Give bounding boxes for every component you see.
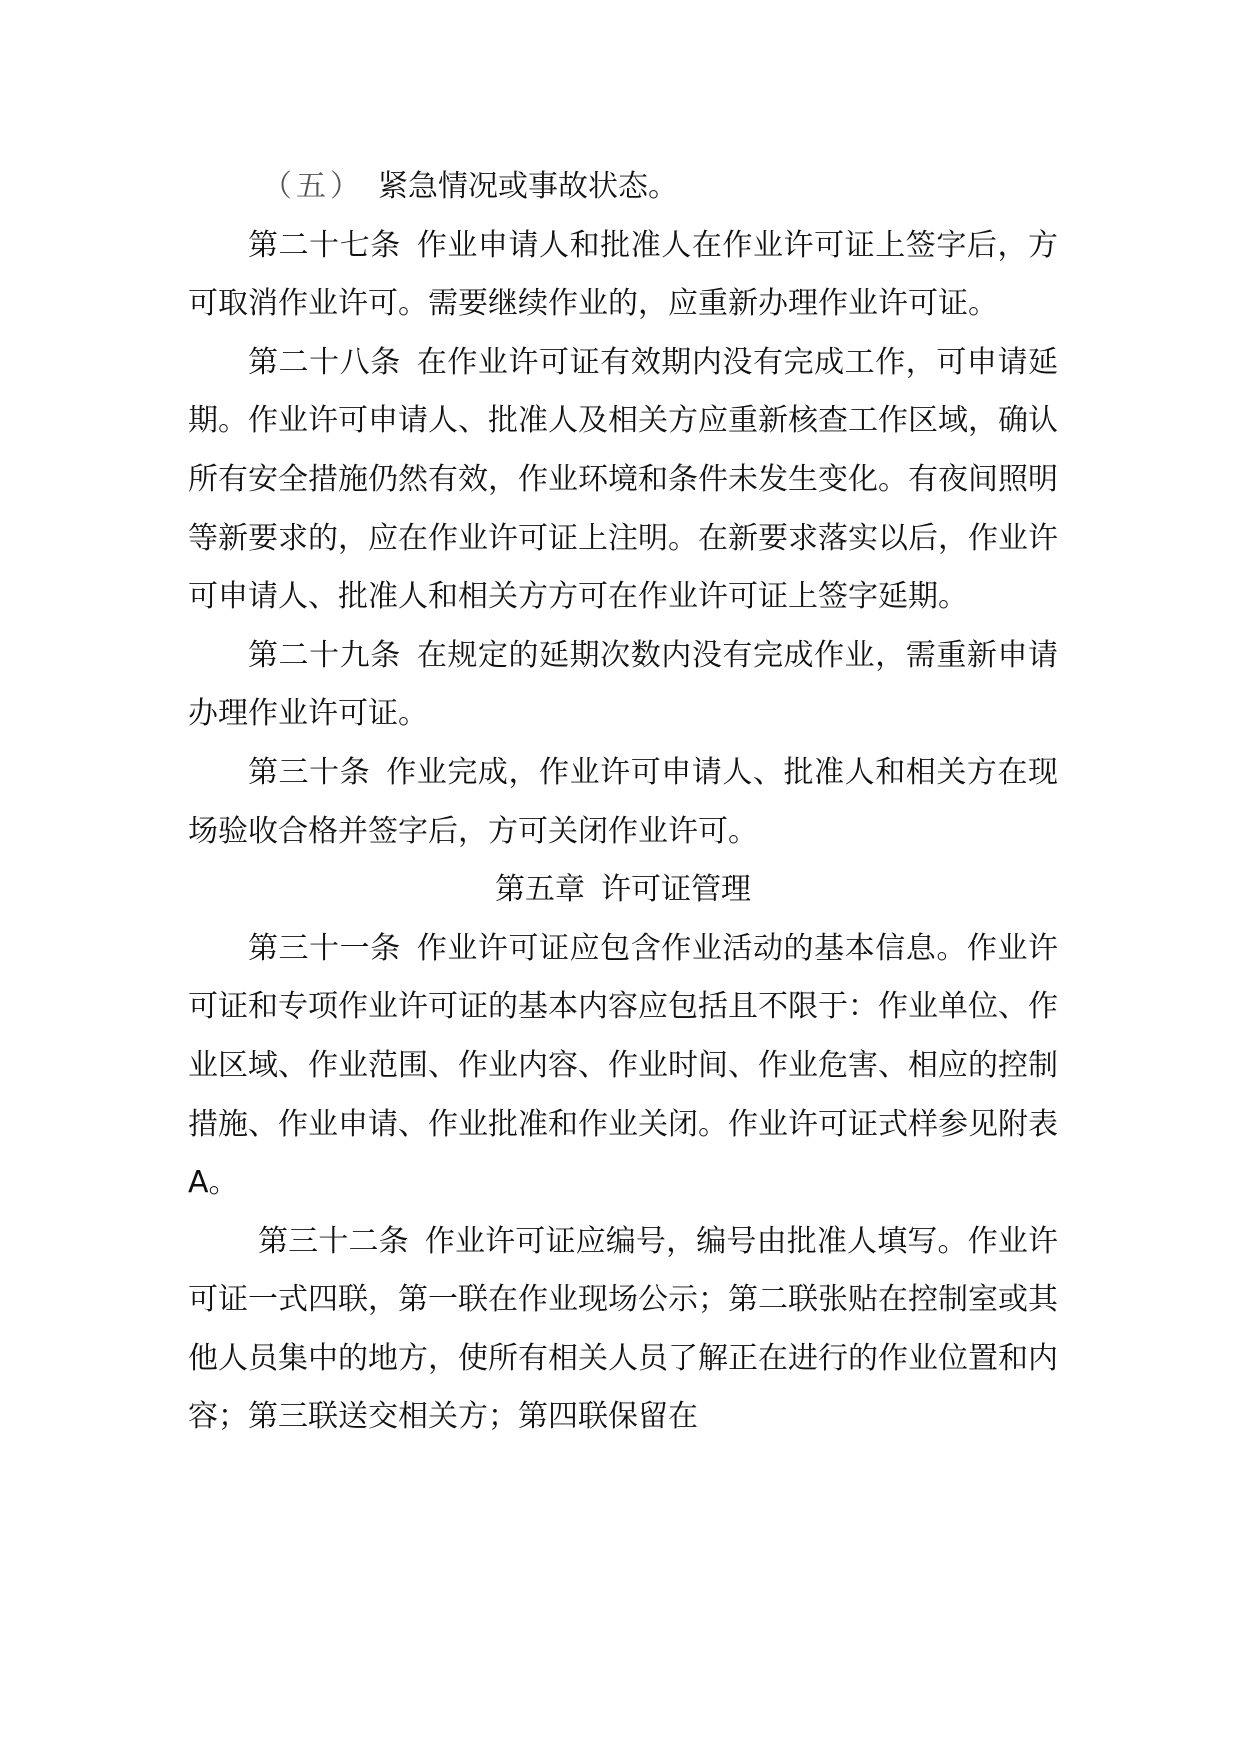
chapter-heading: [188, 861, 1058, 920]
chapter-label: 第五章: [495, 872, 585, 908]
article-label: 第三十一条: [248, 930, 401, 966]
chapter-title: 许可证管理: [601, 872, 751, 908]
article-label: 第三十二条: [258, 1223, 409, 1259]
article-31: [188, 920, 1058, 1213]
article-label: 第二十七条: [248, 227, 401, 263]
article-label: 第二十九条: [248, 637, 401, 673]
item-text: 紧急情况或事故状态。: [378, 169, 678, 204]
list-item-5: [188, 158, 1058, 217]
article-text: 作业申请人和批准人在作业许可证上签字后，方可取消作业许可。需要继续作业的，应重新办理作业许可证。: [188, 227, 1059, 322]
article-label: 第三十条: [248, 754, 371, 790]
article-text: 作业完成，作业许可申请人、批准人和相关方在现场验收合格并签字后，方可关闭作业许可。: [188, 754, 1059, 849]
article-text: 作业许可证应包含作业活动的基本信息。作业许可证和专项作业许可证的基本内容应包括且不限于：作业单位、作业区域、作业范围、作业内容、作业时间、作业危害、相应的控制措施、作业申请、作业批准和作业关闭。作业许可证式样参见附表 A。: [188, 930, 1059, 1201]
article-32: [188, 1213, 1058, 1447]
article-label: 第二十八条: [248, 344, 401, 380]
article-30: [188, 744, 1058, 861]
document-page: [188, 158, 1058, 1447]
article-27: [188, 217, 1058, 334]
article-text: 在规定的延期次数内没有完成作业，需重新申请办理作业许可证。: [188, 637, 1059, 732]
article-text: 在作业许可证有效期内没有完成工作，可申请延期。作业许可申请人、批准人及相关方应重新核查工作区域，确认所有安全措施仍然有效，作业环境和条件未发生变化。有夜间照明等新要求的，应在作业许可证上注明。在新要求落实以后，作业许可申请人、批准人和相关方方可在作业许可证上签字延期。: [188, 344, 1059, 615]
article-29: [188, 627, 1058, 744]
article-text: 作业许可证应编号，编号由批准人填写。作业许可证一式四联，第一联在作业现场公示；第二联张贴在控制室或其他人员集中的地方，使所有相关人员了解正在进行的作业位置和内容；第三联送交相关方；第四联保留在: [188, 1223, 1059, 1435]
article-28: [188, 334, 1058, 627]
item-number: （五）: [262, 169, 364, 204]
